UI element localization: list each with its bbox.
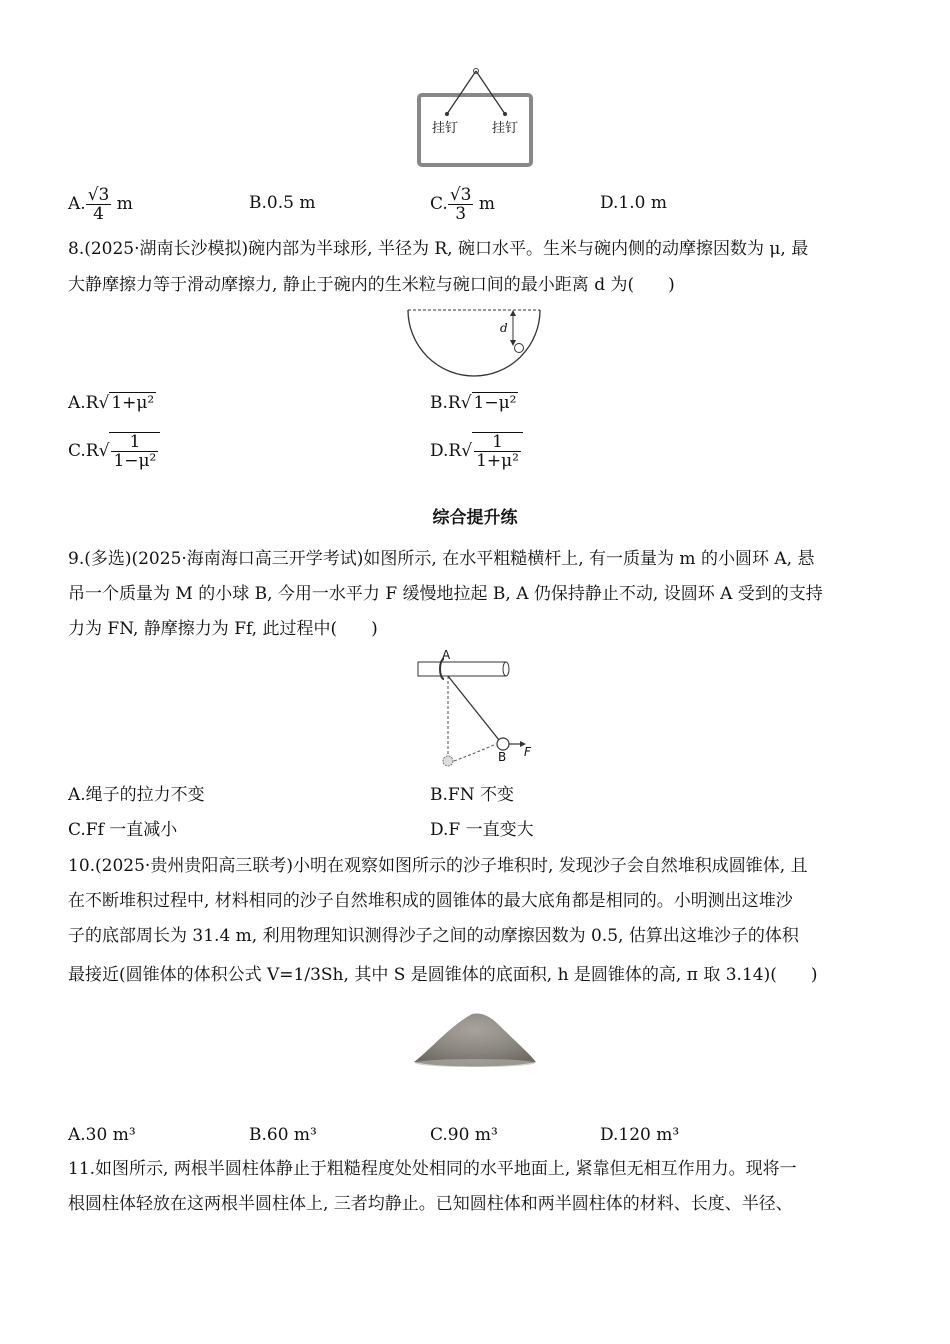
numerator: 1 [474, 433, 521, 452]
option-letter: C. [430, 194, 448, 214]
bowl-arc [408, 310, 540, 376]
q10-text-line-1: 10.(2025·贵州贵阳高三联考)小明在观察如图所示的沙子堆积时, 发现沙子会自然堆积成圆锥体, 且 [68, 856, 808, 876]
label-b: B [498, 750, 507, 764]
rope [448, 676, 499, 740]
sand-pile-image [410, 1002, 540, 1072]
ball-initial [443, 756, 453, 766]
q10-option-c[interactable]: C.90 m³ [430, 1125, 498, 1145]
q10-text-line-2: 在不断堆积过程中, 材料相同的沙子自然堆积成的圆锥体的最大底角都是相同的。小明测出这堆沙 [68, 891, 793, 911]
radicand: 1−μ² [473, 393, 517, 413]
q8-option-d[interactable]: D.R√ $\frac{1}{\text{1+μ²}}$ [430, 432, 523, 470]
q7-option-a[interactable] [68, 186, 133, 223]
q9-option-c[interactable]: C.Ff 一直减小 [68, 820, 178, 840]
unit: m [116, 194, 133, 214]
q9-text-line-1: 9.(多选)(2025·海南海口高三开学考试)如图所示, 在水平粗糙横杆上, 有一质量为 m 的小圆环 A, 悬 [68, 549, 815, 569]
option-letter: C.R [68, 441, 99, 461]
q9-option-b[interactable]: B.FN 不变 [430, 785, 514, 805]
option-letter: A. [68, 194, 86, 214]
rope-right [476, 71, 505, 114]
q8-text-line-1: 8.(2025·湖南长沙模拟)碗内部为半球形, 半径为 R, 碗口水平。生米与碗内侧的动摩擦因数为 μ, 最 [68, 239, 809, 259]
nail-left [445, 112, 449, 116]
figure-8-bowl [400, 304, 550, 384]
nail-label-left: 挂钉 [432, 121, 459, 136]
label-a: A [442, 648, 451, 662]
sand-base [415, 1059, 535, 1067]
label-f: F [524, 745, 531, 759]
rope-left [447, 71, 476, 114]
numerator: 1 [111, 433, 158, 452]
unit: m [478, 194, 495, 214]
q8-option-a[interactable]: A.R√ 1+μ² [68, 393, 155, 413]
section-title: 综合提升练 [432, 508, 518, 528]
sand-cone [414, 1014, 536, 1067]
denominator: 1+μ² [476, 451, 520, 471]
nail-right [503, 112, 507, 116]
figure-7-frame [410, 62, 540, 170]
q8-option-b[interactable]: B.R√ 1−μ² [430, 393, 517, 413]
ball-path [454, 744, 496, 761]
denominator: 3 [455, 204, 467, 224]
q10-option-b[interactable]: B.60 m³ [249, 1125, 317, 1145]
q10-text-line-4: 最接近(圆锥体的体积公式 V=1/3Sh, 其中 S 是圆锥体的底面积, h 是圆锥体的高, π 取 3.14)( ) [68, 965, 818, 985]
ball-b [497, 738, 509, 750]
q7-option-c[interactable] [430, 186, 495, 223]
horizontal-rod [418, 662, 506, 676]
q10-text-line-3: 子的底部周长为 31.4 m, 利用物理知识测得沙子之间的动摩擦因数为 0.5, 估算出这堆沙子的体积 [68, 926, 799, 946]
q10-option-a[interactable]: A.30 m³ [68, 1125, 136, 1145]
q7-option-d[interactable]: D.1.0 m [600, 193, 667, 213]
q8-option-c[interactable]: C.R√ $\frac{1}{\text{1−μ²}}$ [68, 432, 160, 470]
q11-text-line-2: 根圆柱体轻放在这两根半圆柱体上, 三者均静止。已知圆柱体和两半圆柱体的材料、长度、半径、 [68, 1194, 793, 1214]
option-letter: B.R [430, 393, 461, 413]
denominator: 1−μ² [113, 451, 157, 471]
q7-option-b[interactable]: B.0.5 m [249, 193, 316, 213]
q10-option-d[interactable]: D.120 m³ [600, 1125, 680, 1145]
radicand: 1+μ² [111, 393, 155, 413]
option-letter: D.R [430, 441, 462, 461]
q9-option-a[interactable]: A.绳子的拉力不变 [68, 785, 205, 805]
figure-9-ring-ball [410, 648, 550, 772]
q9-text-line-2: 吊一个质量为 M 的小球 B, 今用一水平力 F 缓慢地拉起 B, A 仍保持静止不动, 设圆环 A 受到的支持 [68, 584, 823, 604]
q8-text-line-2: 大静摩擦力等于滑动摩擦力, 静止于碗内的生米粒与碗口间的最小距离 d 为( ) [68, 275, 675, 295]
option-letter: A.R [68, 393, 99, 413]
arrow-head-top [510, 310, 516, 316]
denominator: 4 [93, 204, 104, 224]
numerator: √3 [87, 185, 110, 205]
q11-text-line-1: 11.如图所示, 两根半圆柱体静止于粗糙程度处处相同的水平地面上, 紧靠但无相互作用力。现将一 [68, 1159, 797, 1179]
rod-end [503, 662, 509, 676]
q9-text-line-3: 力为 FN, 静摩擦力为 Ff, 此过程中( ) [68, 619, 378, 639]
numerator: √3 [449, 185, 472, 205]
nail-label-right: 挂钉 [492, 121, 519, 136]
q9-option-d[interactable]: D.F 一直变大 [430, 820, 534, 840]
rice-grain [515, 344, 524, 353]
label-d: d [500, 321, 508, 335]
